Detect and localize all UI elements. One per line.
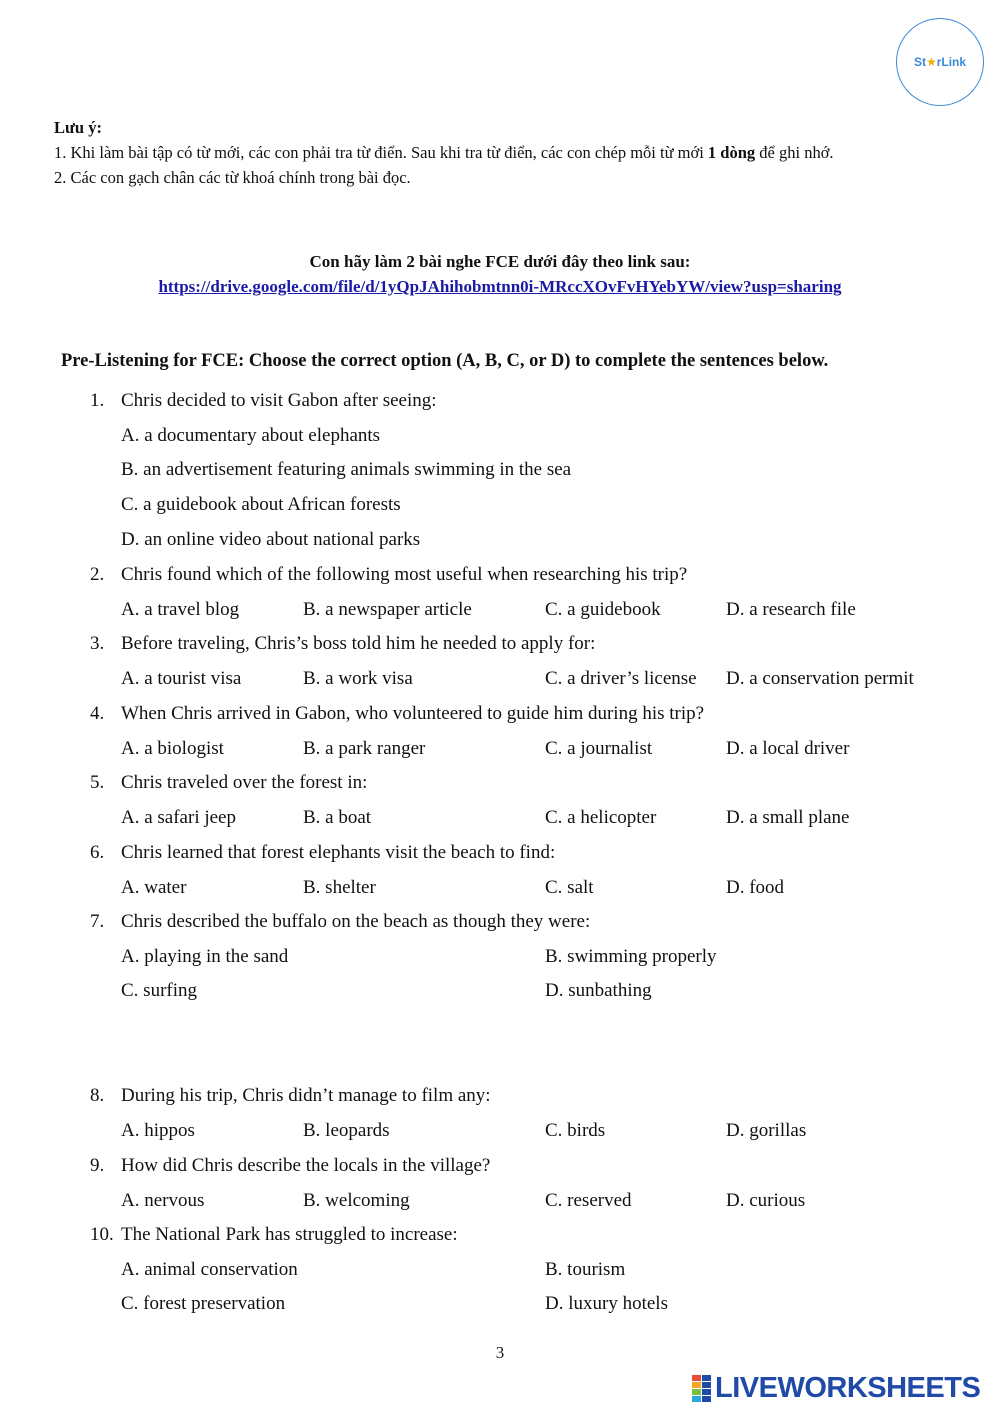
question-10-option-a[interactable]: A. animal conservation xyxy=(121,1259,298,1280)
question-8-option-a[interactable]: A. hippos xyxy=(121,1120,195,1141)
question-2-option-b[interactable]: B. a newspaper article xyxy=(303,599,472,620)
question-6-option-c[interactable]: C. salt xyxy=(545,877,594,898)
question-text: How did Chris describe the locals in the village? xyxy=(121,1155,491,1176)
question-10 xyxy=(90,1224,458,1246)
question-2-option-c[interactable]: C. a guidebook xyxy=(545,599,661,620)
notes-title: Lưu ý: xyxy=(54,118,102,137)
drive-link[interactable]: https://drive.google.com/file/d/1yQpJAhihobmtnn0i-MRccXOvFvHYebYW/view?usp=sharing xyxy=(158,277,842,296)
question-text: Chris learned that forest elephants visit the beach to find: xyxy=(121,842,556,863)
question-number: 7. xyxy=(90,911,105,932)
question-1 xyxy=(90,390,437,412)
question-7 xyxy=(90,911,590,933)
question-text: When Chris arrived in Gabon, who volunteered to guide him during his trip? xyxy=(121,703,705,724)
question-9-option-c[interactable]: C. reserved xyxy=(545,1190,632,1211)
question-8 xyxy=(90,1085,491,1107)
question-6-option-b[interactable]: B. shelter xyxy=(303,877,376,898)
question-number: 2. xyxy=(90,564,105,585)
question-3-option-d[interactable]: D. a conservation permit xyxy=(726,668,914,689)
question-4-option-c[interactable]: C. a journalist xyxy=(545,738,653,759)
question-text: Chris traveled over the forest in: xyxy=(121,772,368,793)
liveworksheets-logo xyxy=(692,1372,980,1405)
question-1-option-a[interactable]: A. a documentary about elephants xyxy=(121,425,381,446)
question-9 xyxy=(90,1155,490,1177)
question-9-option-a[interactable]: A. nervous xyxy=(121,1190,205,1211)
question-2-option-a[interactable]: A. a travel blog xyxy=(121,599,240,620)
question-9-option-d[interactable]: D. curious xyxy=(726,1190,806,1211)
question-6 xyxy=(90,842,555,864)
question-number: 6. xyxy=(90,842,105,863)
question-3-option-b[interactable]: B. a work visa xyxy=(303,668,413,689)
question-1-option-c[interactable]: C. a guidebook about African forests xyxy=(121,494,401,515)
logo-text-b: rLink xyxy=(936,55,967,69)
question-8-option-c[interactable]: C. birds xyxy=(545,1120,606,1141)
notes-section xyxy=(54,115,834,190)
question-number: 9. xyxy=(90,1155,105,1176)
question-5 xyxy=(90,772,367,794)
page-number: 3 xyxy=(495,1343,505,1362)
question-4-option-a[interactable]: A. a biologist xyxy=(121,738,224,759)
question-3 xyxy=(90,633,595,655)
question-3-option-a[interactable]: A. a tourist visa xyxy=(121,668,242,689)
logo-star-icon: ★ xyxy=(925,55,937,69)
question-text: Chris found which of the following most useful when researching his trip? xyxy=(121,564,688,585)
question-5-option-d[interactable]: D. a small plane xyxy=(726,807,850,828)
notes-line-1 xyxy=(54,140,834,165)
link-heading: Con hãy làm 2 bài nghe FCE dưới đây theo link sau: xyxy=(309,252,691,271)
liveworksheets-badge-icon xyxy=(692,1375,711,1402)
question-number: 1. xyxy=(90,390,105,411)
question-text: Chris described the buffalo on the beach as though they were: xyxy=(121,911,591,932)
logo-text-a: St xyxy=(913,55,926,69)
question-text: Before traveling, Chris’s boss told him he needed to apply for: xyxy=(121,633,596,654)
question-1-option-d[interactable]: D. an online video about national parks xyxy=(121,529,421,550)
question-7-option-b[interactable]: B. swimming properly xyxy=(545,946,717,967)
question-5-option-a[interactable]: A. a safari jeep xyxy=(121,807,236,828)
question-8-option-d[interactable]: D. gorillas xyxy=(726,1120,807,1141)
question-4-option-d[interactable]: D. a local driver xyxy=(726,738,850,759)
question-number: 3. xyxy=(90,633,105,654)
question-8-option-b[interactable]: B. leopards xyxy=(303,1120,390,1141)
starlink-logo xyxy=(896,18,984,106)
question-text: During his trip, Chris didn’t manage to film any: xyxy=(121,1085,491,1106)
question-number: 5. xyxy=(90,772,105,793)
question-6-option-a[interactable]: A. water xyxy=(121,877,187,898)
question-3-option-c[interactable]: C. a driver’s license xyxy=(545,668,697,689)
question-7-option-d[interactable]: D. sunbathing xyxy=(545,980,652,1001)
question-text: The National Park has struggled to increase: xyxy=(121,1224,458,1245)
question-6-option-d[interactable]: D. food xyxy=(726,877,785,898)
notes-line-1-pre: 1. Khi làm bài tập có từ mới, các con phải tra từ điển. Sau khi tra từ điển, các con chép mỗi từ mới xyxy=(54,143,708,162)
question-5-option-b[interactable]: B. a boat xyxy=(303,807,372,828)
question-number: 8. xyxy=(90,1085,105,1106)
question-1-option-b[interactable]: B. an advertisement featuring animals swimming in the sea xyxy=(121,459,572,480)
question-7-option-c[interactable]: C. surfing xyxy=(121,980,197,1001)
question-10-option-b[interactable]: B. tourism xyxy=(545,1259,626,1280)
question-4 xyxy=(90,703,704,725)
question-2 xyxy=(90,564,687,586)
instructions: Pre-Listening for FCE: Choose the correct option (A, B, C, or D) to complete the sentences below. xyxy=(61,351,829,371)
question-5-option-c[interactable]: C. a helicopter xyxy=(545,807,657,828)
notes-line-1-bold: 1 dòng xyxy=(707,143,756,162)
liveworksheets-text: LIVEWORKSHEETS xyxy=(715,1372,981,1404)
notes-line-1-post: để ghi nhớ. xyxy=(755,143,834,162)
question-7-option-a[interactable]: A. playing in the sand xyxy=(121,946,289,967)
question-9-option-b[interactable]: B. welcoming xyxy=(303,1190,410,1211)
question-number: 4. xyxy=(90,703,105,724)
link-block xyxy=(0,249,1000,299)
question-10-option-c[interactable]: C. forest preservation xyxy=(121,1293,286,1314)
notes-line-2: 2. Các con gạch chân các từ khoá chính trong bài đọc. xyxy=(54,168,411,187)
question-4-option-b[interactable]: B. a park ranger xyxy=(303,738,426,759)
question-10-option-d[interactable]: D. luxury hotels xyxy=(545,1293,668,1314)
question-text: Chris decided to visit Gabon after seeing: xyxy=(121,390,437,411)
question-number: 10. xyxy=(90,1224,114,1245)
question-2-option-d[interactable]: D. a research file xyxy=(726,599,856,620)
